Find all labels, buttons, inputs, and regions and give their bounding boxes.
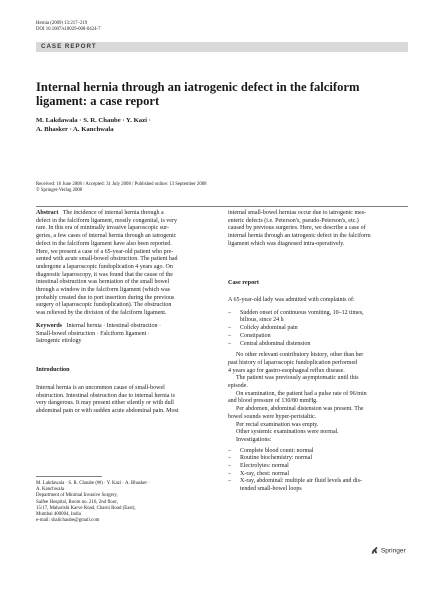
title-line: ligament: a case report	[36, 94, 160, 108]
abstract-line: diagnostic laparoscopy, it was found that the cause of the	[36, 271, 173, 278]
introduction-line: obstruction. Intestinal obstruction due to internal hernia is	[36, 392, 175, 399]
intro-cont-line: ligament which was diagnosed intra-operatively.	[228, 240, 345, 247]
section-banner	[36, 42, 408, 52]
investigation-item: – Complete blood count: normal	[228, 448, 408, 456]
keywords-line: Small-bowel obstruction · Falciform ligament ·	[36, 330, 150, 337]
journal-doi: DOI 10.1007/s10029-008-0424-7	[36, 27, 101, 32]
keywords	[36, 323, 215, 346]
abstract-line: defect in the falciform ligament have also been reported.	[36, 240, 172, 247]
case-para-line: Investigations:	[236, 436, 272, 443]
abstract	[36, 210, 215, 318]
copyright-line: © Springer-Verlag 2008	[36, 188, 83, 193]
case-para-line: The patient was previously asymptomatic until this	[236, 375, 359, 382]
investigation-item: – Electrolytes: normal	[228, 463, 408, 471]
abstract-line: undergone a laparoscopic fundoplication 4 years ago. On	[36, 263, 173, 270]
investigation-item: – X-ray, chest: normal	[228, 471, 408, 479]
intro-cont-line: internal small-bowel hernias occur due to iatrogenic mes-	[228, 210, 367, 216]
case-report-heading: Case report	[228, 279, 259, 286]
footnote-line: Mumbai 400004, India	[36, 512, 81, 518]
abstract-line: rare. In this era of minimally invasive laparoscopic sur-	[36, 225, 170, 232]
introduction-line: very dangerous. It may present either silently or with dull	[36, 400, 174, 407]
authors-line: M. Lakdawala · S. R. Chaube · Y. Kazi ·	[36, 117, 151, 124]
abstract-line: defect in the falciform ligament, mostly congenital, is very	[36, 217, 177, 224]
footnote-line: A. Kanchwala	[36, 487, 64, 493]
complaint-item: – Constipation	[228, 333, 408, 341]
footnote-email: e-mail: shalichaube@gmail.com	[36, 518, 100, 524]
title-line: Internal hernia through an iatrogenic defect in the falciform	[36, 80, 360, 94]
footnote-line: M. Lakdawala · S. R. Chaube (✉) · Y. Kazi · A. Bhasker ·	[36, 481, 150, 486]
springer-horse-icon	[370, 546, 379, 555]
case-para-line: past history of laparoscopic fundoplication performed	[228, 359, 358, 366]
keywords-line: Iatrogenic etiology	[36, 338, 82, 345]
abstract-line: intestinal obstruction was herniation of the small bowel	[36, 279, 170, 286]
section-banner-label: CASE REPORT	[41, 43, 97, 50]
complaint-item: – Central abdominal distension	[228, 341, 408, 349]
article-dates	[36, 182, 356, 194]
abstract-line: geries, a few cases of internal hernia through an iatrogenic	[36, 233, 177, 240]
abstract-line: through a window in the falciform ligament (which was	[36, 287, 170, 294]
intro-cont-line: internal hernia through an iatrogenic defect in the falciform	[228, 233, 371, 240]
intro-cont-line: enteric defects (i.e. Peterson's, pseudo-Peterson's, etc.)	[228, 217, 359, 224]
header-divider	[36, 206, 408, 207]
journal-citation: Hernia (2009) 13:217–219	[36, 21, 88, 26]
abstract-line: surgery of laparoscopic fundoplication). The obstruction	[36, 302, 172, 309]
footnote-divider	[36, 476, 102, 477]
investigation-item: – Routine biochemistry: normal	[228, 455, 408, 463]
introduction-body	[36, 385, 215, 416]
introduction-line: abdominal pain or with sudden acute abdominal pain. Most	[36, 408, 179, 415]
authors-line: A. Bhasker · A. Kanchwala	[36, 125, 114, 133]
dates-line: Received: 16 June 2008 / Accepted: 31 July 2008 / Published online: 13 September 2008	[36, 182, 207, 187]
intro-cont-line: caused by previous surgeries. Here, we describe a case of	[228, 225, 366, 232]
journal-meta	[36, 21, 336, 33]
footnote-line: Department of Minimal Invasive Surgery,	[36, 493, 118, 499]
case-para-line: Per rectal examination was empty.	[236, 421, 319, 428]
footnote-line: 15/17, Maharishi Karve Road, Charni Road (East),	[36, 505, 136, 511]
complaint-item: – Sudden onset of continuous vomiting, 10–12 times, bilious, since 24 h	[228, 310, 408, 325]
abstract-first-line: The incidence of internal hernia through a	[62, 210, 164, 216]
keywords-label: Keywords	[36, 323, 62, 329]
case-para-line: Other systemic examinations were normal.	[236, 429, 339, 436]
case-report-body	[228, 297, 408, 494]
case-para-line: No other relevant contributory history, other than her	[236, 352, 364, 359]
investigation-item: – X-ray, abdominal: multiple air fluid levels and dis- tended small-bowel loops	[228, 478, 408, 493]
case-para-line: Per abdomen, abdominal distension was present. The	[236, 406, 364, 413]
author-affiliation-footnote	[36, 481, 186, 524]
introduction-continued	[228, 210, 408, 249]
case-para-line: episode.	[228, 383, 248, 390]
case-para-line: 4 years ago for gastro-esophageal reflux disease.	[228, 367, 345, 374]
article-title	[36, 80, 366, 108]
abstract-line: sented with acute small-bowel obstruction. The patient had	[36, 256, 178, 263]
introduction-line: Internal hernia is an uncommon cause of small-bowel	[36, 385, 165, 391]
case-para-line: and blood pressure of 130/80 mmHg.	[228, 398, 318, 405]
footnote-line: Saifee Hospital, Room no. 216, 2nd floor,	[36, 499, 118, 505]
publisher-name: Springer	[380, 547, 406, 555]
complaint-item: – Colicky abdominal pain	[228, 325, 408, 333]
case-para-line: bowel sounds were hyper-peristaltic.	[228, 413, 317, 420]
case-intro: A 65-year-old lady was admitted with complaints of:	[228, 297, 355, 303]
abstract-label: Abstract	[36, 210, 59, 216]
springer-logo	[370, 546, 406, 555]
abstract-line: was relieved by the division of the falciform ligament.	[36, 310, 167, 317]
abstract-line: Here, we present a case of a 65-year-old patient who pre-	[36, 248, 174, 255]
author-list	[36, 117, 336, 134]
abstract-line: probably created due to port insertion during the previous	[36, 294, 175, 301]
case-para-line: On examination, the patient had a pulse rate of 96/min	[236, 390, 367, 397]
introduction-heading: Introduction	[36, 366, 70, 373]
keywords-line: Internal hernia · Intestinal obstruction ·	[66, 323, 161, 329]
